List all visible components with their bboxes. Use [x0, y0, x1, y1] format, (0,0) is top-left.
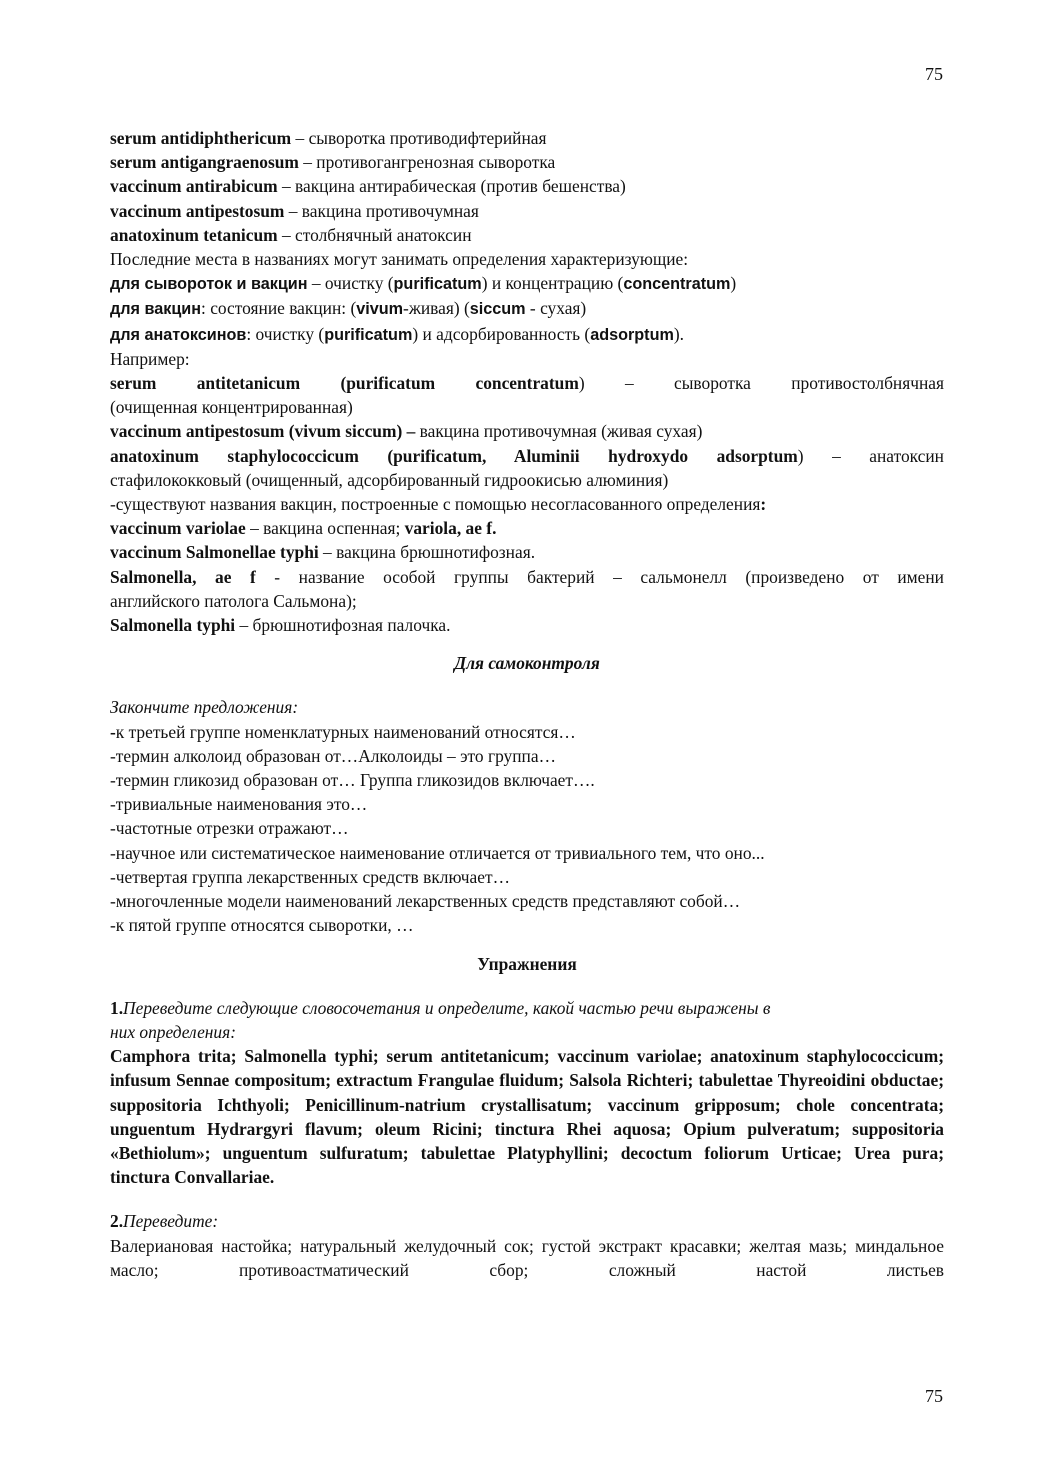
- latin-term: anatoxinum staphylococcicum (purificatum, Aluminii hydroxydo adsorptum: [110, 445, 798, 466]
- lead-term: для сывороток и вакцин: [110, 275, 308, 294]
- term-line: [110, 516, 944, 540]
- text-segment: -живая) (: [403, 298, 470, 319]
- exercise-1-terms-last: tinctura Convallariae.: [110, 1167, 275, 1188]
- translation: ) – сыворотка противостолбнячная: [578, 373, 944, 394]
- text-segment: - сухая): [525, 298, 587, 319]
- self-control-prompt: Закончите предложения:: [110, 697, 299, 718]
- translation: вакцина противочумная (живая сухая): [415, 421, 703, 442]
- latin-term: Salmonella typhi: [110, 615, 236, 636]
- text-line: (очищенная концентрированная): [110, 397, 353, 418]
- list-item: -термин алколоид образован от…Алколоиды – это группа…: [110, 745, 556, 766]
- translation: – вакцина брюшнотифозная.: [318, 542, 536, 563]
- exercise-2-body: Валериановая настойка; натуральный желудочный сок; густой экстракт красавки; желтая мазь; миндальное масло; противоастматический сбор; сложный настой листьев: [110, 1235, 944, 1280]
- definition-line: [110, 296, 944, 321]
- latin-term: serum antigangraenosum: [110, 152, 299, 173]
- text-line: [110, 492, 944, 516]
- latin-word: vivum: [356, 300, 404, 319]
- page-number-bottom: 75: [925, 1386, 943, 1406]
- latin-word: siccum: [469, 300, 526, 319]
- translation: – вакцина оспенная;: [245, 518, 405, 539]
- latin-word: purificatum: [393, 275, 482, 294]
- section-heading-self-control: Для самоконтроля: [454, 653, 600, 674]
- latin-word: adsorptum: [590, 325, 674, 344]
- exercise-1-terms: Camphora trita; Salmonella typhi; serum antitetanicum; vaccinum variolae; anatoxinum staphylococcicum; infusum Sennae compositum; extractum Frangulae fluidum; Salsola Richteri; tabulettae Thyreoidini obductae; suppositoria Ichthyoli; Penicillinum-natrium crystallisatum; vaccinum gripposum; chole concentrata; unguentum Hydrargyri flavum; oleum Ricini; tinctura Rhei aquosa; Opium pulveratum; suppositoria «Bethiolum»; unguentum sulfuratum; tabulettae Platyphyllini; decoctum foliorum Urticae; Urea pura;: [110, 1046, 944, 1163]
- term-line: [110, 419, 944, 443]
- exercise-number: 1.: [110, 997, 124, 1018]
- translation: – противогангренозная сыворотка: [298, 152, 556, 173]
- translation: – столбнячный анатоксин: [277, 224, 472, 245]
- exercise-2-instructions: [110, 1209, 944, 1233]
- list-item: -термин гликозид образован от… Группа гликозидов включает….: [110, 770, 595, 791]
- list-item-text: к третьей группе номенклатурных наименований относятся…: [115, 721, 576, 742]
- exercise-1-instructions: [110, 996, 944, 1020]
- text-segment: : очистку (: [246, 323, 325, 344]
- latin-term: vaccinum Salmonellae typhi: [110, 542, 319, 563]
- list-item: -частотные отрезки отражают…: [110, 818, 349, 839]
- translation: – вакцина противочумная: [284, 200, 479, 221]
- latin-term: vaccinum antipestosum: [110, 200, 285, 221]
- term-line: [110, 371, 944, 395]
- translation: - название особой группы бактерий – сальмонелл (произведено от имени: [255, 566, 944, 587]
- definition-line: [110, 322, 944, 347]
- text-segment: – очистку (: [307, 273, 394, 294]
- list-item: -тривиальные наименования это…: [110, 794, 368, 815]
- latin-term: Salmonella, ae f: [110, 566, 256, 587]
- instruction-text: Переведите следующие словосочетания и определите, какой частью речи выражены в: [123, 997, 771, 1018]
- term-line: [110, 199, 944, 223]
- section-heading-exercises: Упражнения: [477, 953, 577, 974]
- translation: – вакцина антирабическая (против бешенства): [277, 176, 626, 197]
- text-line: английского патолога Сальмона);: [110, 590, 357, 611]
- list-item: -четвертая группа лекарственных средств включает…: [110, 866, 510, 887]
- term-line: [110, 613, 944, 637]
- text-segment: ): [730, 273, 737, 294]
- page-content: [110, 126, 944, 1282]
- term-line: [110, 223, 944, 247]
- text-segment: -существуют названия вакцин, построенные с помощью несогласованного определения: [110, 494, 761, 515]
- exercise-number: 2.: [110, 1211, 124, 1232]
- text-segment: : состояние вакцин: (: [201, 298, 357, 319]
- exercise-1: [110, 996, 944, 1190]
- translation: – брюшнотифозная палочка.: [235, 615, 451, 636]
- list-item: -научное или систематическое наименование отличается от тривиального тем, что оно...: [110, 842, 765, 863]
- latin-word: purificatum: [324, 325, 413, 344]
- latin-term: serum antidiphthericum: [110, 128, 292, 148]
- self-control-list: [110, 720, 944, 938]
- latin-term: anatoxinum tetanicum: [110, 224, 278, 245]
- translation: ) – анатоксин: [797, 445, 944, 466]
- definition-line: [110, 271, 944, 296]
- text-segment: ) и адсорбированность (: [412, 323, 591, 344]
- list-item: [110, 720, 944, 744]
- text-segment: ).: [673, 323, 684, 344]
- latin-term: vaccinum variolae: [110, 518, 246, 539]
- translation: – сыворотка противодифтерийная: [291, 128, 547, 148]
- term-line: [110, 126, 944, 150]
- latin-term: serum antitetanicum (purificatum concentratum: [110, 373, 579, 394]
- latin-word: concentratum: [623, 275, 731, 294]
- term-line: [110, 174, 944, 198]
- text-line: стафилококковый (очищенный, адсорбированный гидроокисью алюминия): [110, 469, 669, 490]
- lead-term: для вакцин: [110, 300, 202, 319]
- latin-term: variola, ae f.: [404, 518, 497, 539]
- text-line: Например:: [110, 348, 190, 369]
- list-item-dash: -: [110, 721, 116, 742]
- term-line: [110, 444, 944, 468]
- latin-term: vaccinum antirabicum: [110, 176, 278, 197]
- list-item: -многочленные модели наименований лекарственных средств представляют собой…: [110, 891, 741, 912]
- term-line: [110, 540, 944, 564]
- text-line: Последние места в названиях могут занимать определения характеризующие:: [110, 249, 689, 270]
- exercise-1-instructions-cont: них определения:: [110, 1021, 236, 1042]
- term-line: [110, 565, 944, 589]
- list-item: -к пятой группе относятся сыворотки, …: [110, 915, 414, 936]
- text-segment: :: [760, 494, 767, 515]
- text-segment: ) и концентрацию (: [481, 273, 624, 294]
- term-line: [110, 150, 944, 174]
- page-number-top: 75: [925, 64, 943, 84]
- exercise-2: [110, 1209, 944, 1282]
- lead-term: для анатоксинов: [110, 325, 247, 344]
- instruction-text: Переведите:: [123, 1211, 219, 1232]
- latin-term: vaccinum antipestosum (vivum siccum) –: [110, 421, 416, 442]
- exercise-1-body: [110, 1044, 944, 1189]
